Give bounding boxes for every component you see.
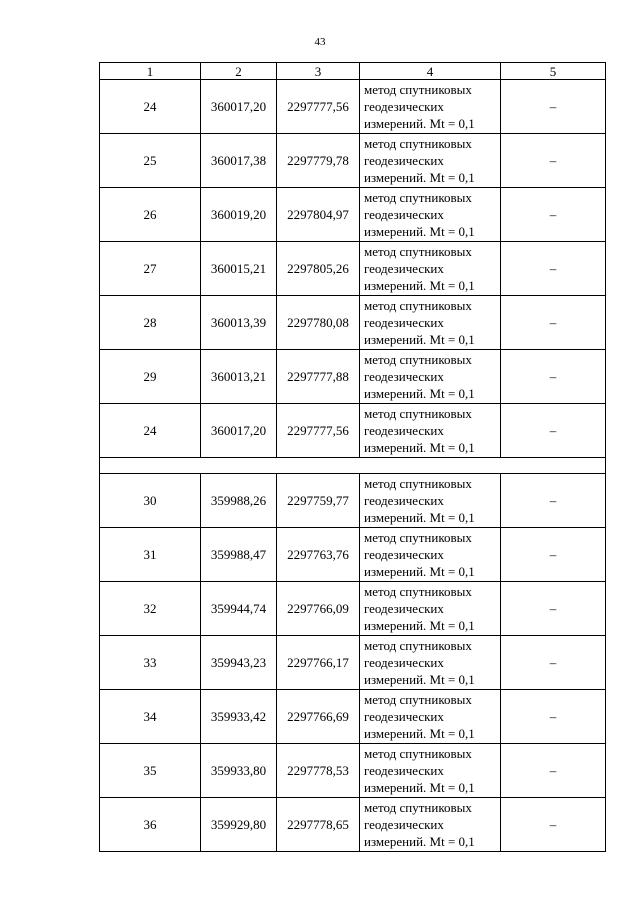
method-cell: метод спутниковых геодезических измерений. Mt = 0,1 (360, 636, 501, 690)
header-col-5: 5 (501, 63, 606, 80)
table-row (100, 690, 606, 744)
y-coordinate-cell: 2297777,56 (277, 404, 360, 458)
note-cell: – (501, 690, 606, 744)
table-row (100, 636, 606, 690)
note-cell: – (501, 528, 606, 582)
y-coordinate-cell: 2297766,17 (277, 636, 360, 690)
point-number-cell: 31 (100, 528, 201, 582)
table-row (100, 404, 606, 458)
x-coordinate-cell: 359988,47 (201, 528, 277, 582)
x-coordinate-cell: 359944,74 (201, 582, 277, 636)
x-coordinate-cell: 360015,21 (201, 242, 277, 296)
header-col-1: 1 (100, 63, 201, 80)
note-cell: – (501, 582, 606, 636)
point-number-cell: 24 (100, 404, 201, 458)
y-coordinate-cell: 2297778,65 (277, 798, 360, 852)
table-row (100, 188, 606, 242)
x-coordinate-cell: 359933,42 (201, 690, 277, 744)
table-row (100, 242, 606, 296)
y-coordinate-cell: 2297777,88 (277, 350, 360, 404)
note-cell: – (501, 296, 606, 350)
table-row (100, 798, 606, 852)
point-number-cell: 27 (100, 242, 201, 296)
method-cell: метод спутниковых геодезических измерений. Mt = 0,1 (360, 690, 501, 744)
method-cell: метод спутниковых геодезических измерений. Mt = 0,1 (360, 188, 501, 242)
point-number-cell: 24 (100, 80, 201, 134)
x-coordinate-cell: 360017,20 (201, 80, 277, 134)
point-number-cell: 32 (100, 582, 201, 636)
y-coordinate-cell: 2297766,09 (277, 582, 360, 636)
method-cell: метод спутниковых геодезических измерений. Mt = 0,1 (360, 134, 501, 188)
note-cell: – (501, 134, 606, 188)
header-col-2: 2 (201, 63, 277, 80)
y-coordinate-cell: 2297804,97 (277, 188, 360, 242)
y-coordinate-cell: 2297780,08 (277, 296, 360, 350)
point-number-cell: 34 (100, 690, 201, 744)
note-cell: – (501, 80, 606, 134)
group-separator-cell (100, 458, 606, 474)
point-number-cell: 36 (100, 798, 201, 852)
point-number-cell: 30 (100, 474, 201, 528)
method-cell: метод спутниковых геодезических измерений. Mt = 0,1 (360, 528, 501, 582)
coordinates-table (99, 62, 606, 852)
note-cell: – (501, 242, 606, 296)
group-separator-row (100, 458, 606, 474)
point-number-cell: 35 (100, 744, 201, 798)
note-cell: – (501, 188, 606, 242)
x-coordinate-cell: 360013,21 (201, 350, 277, 404)
point-number-cell: 33 (100, 636, 201, 690)
method-cell: метод спутниковых геодезических измерений. Mt = 0,1 (360, 404, 501, 458)
x-coordinate-cell: 359929,80 (201, 798, 277, 852)
y-coordinate-cell: 2297777,56 (277, 80, 360, 134)
method-cell: метод спутниковых геодезических измерений. Mt = 0,1 (360, 296, 501, 350)
x-coordinate-cell: 360013,39 (201, 296, 277, 350)
header-col-3: 3 (277, 63, 360, 80)
x-coordinate-cell: 359943,23 (201, 636, 277, 690)
method-cell: метод спутниковых геодезических измерений. Mt = 0,1 (360, 798, 501, 852)
x-coordinate-cell: 360017,20 (201, 404, 277, 458)
table-row (100, 582, 606, 636)
note-cell: – (501, 744, 606, 798)
method-cell: метод спутниковых геодезических измерений. Mt = 0,1 (360, 80, 501, 134)
point-number-cell: 25 (100, 134, 201, 188)
page-number: 43 (314, 36, 326, 48)
table-row (100, 350, 606, 404)
point-number-cell: 29 (100, 350, 201, 404)
y-coordinate-cell: 2297779,78 (277, 134, 360, 188)
method-cell: метод спутниковых геодезических измерений. Mt = 0,1 (360, 242, 501, 296)
table-row (100, 474, 606, 528)
y-coordinate-cell: 2297759,77 (277, 474, 360, 528)
note-cell: – (501, 404, 606, 458)
y-coordinate-cell: 2297778,53 (277, 744, 360, 798)
y-coordinate-cell: 2297766,69 (277, 690, 360, 744)
method-cell: метод спутниковых геодезических измерений. Mt = 0,1 (360, 582, 501, 636)
table-body (100, 80, 606, 852)
point-number-cell: 28 (100, 296, 201, 350)
table-row (100, 296, 606, 350)
y-coordinate-cell: 2297763,76 (277, 528, 360, 582)
x-coordinate-cell: 360019,20 (201, 188, 277, 242)
x-coordinate-cell: 359988,26 (201, 474, 277, 528)
header-row (100, 63, 606, 80)
method-cell: метод спутниковых геодезических измерений. Mt = 0,1 (360, 350, 501, 404)
table-row (100, 134, 606, 188)
table-row (100, 80, 606, 134)
method-cell: метод спутниковых геодезических измерений. Mt = 0,1 (360, 474, 501, 528)
note-cell: – (501, 350, 606, 404)
point-number-cell: 26 (100, 188, 201, 242)
note-cell: – (501, 474, 606, 528)
method-cell: метод спутниковых геодезических измерений. Mt = 0,1 (360, 744, 501, 798)
table-row (100, 528, 606, 582)
x-coordinate-cell: 360017,38 (201, 134, 277, 188)
note-cell: – (501, 636, 606, 690)
table-row (100, 744, 606, 798)
note-cell: – (501, 798, 606, 852)
y-coordinate-cell: 2297805,26 (277, 242, 360, 296)
header-col-4: 4 (360, 63, 501, 80)
x-coordinate-cell: 359933,80 (201, 744, 277, 798)
